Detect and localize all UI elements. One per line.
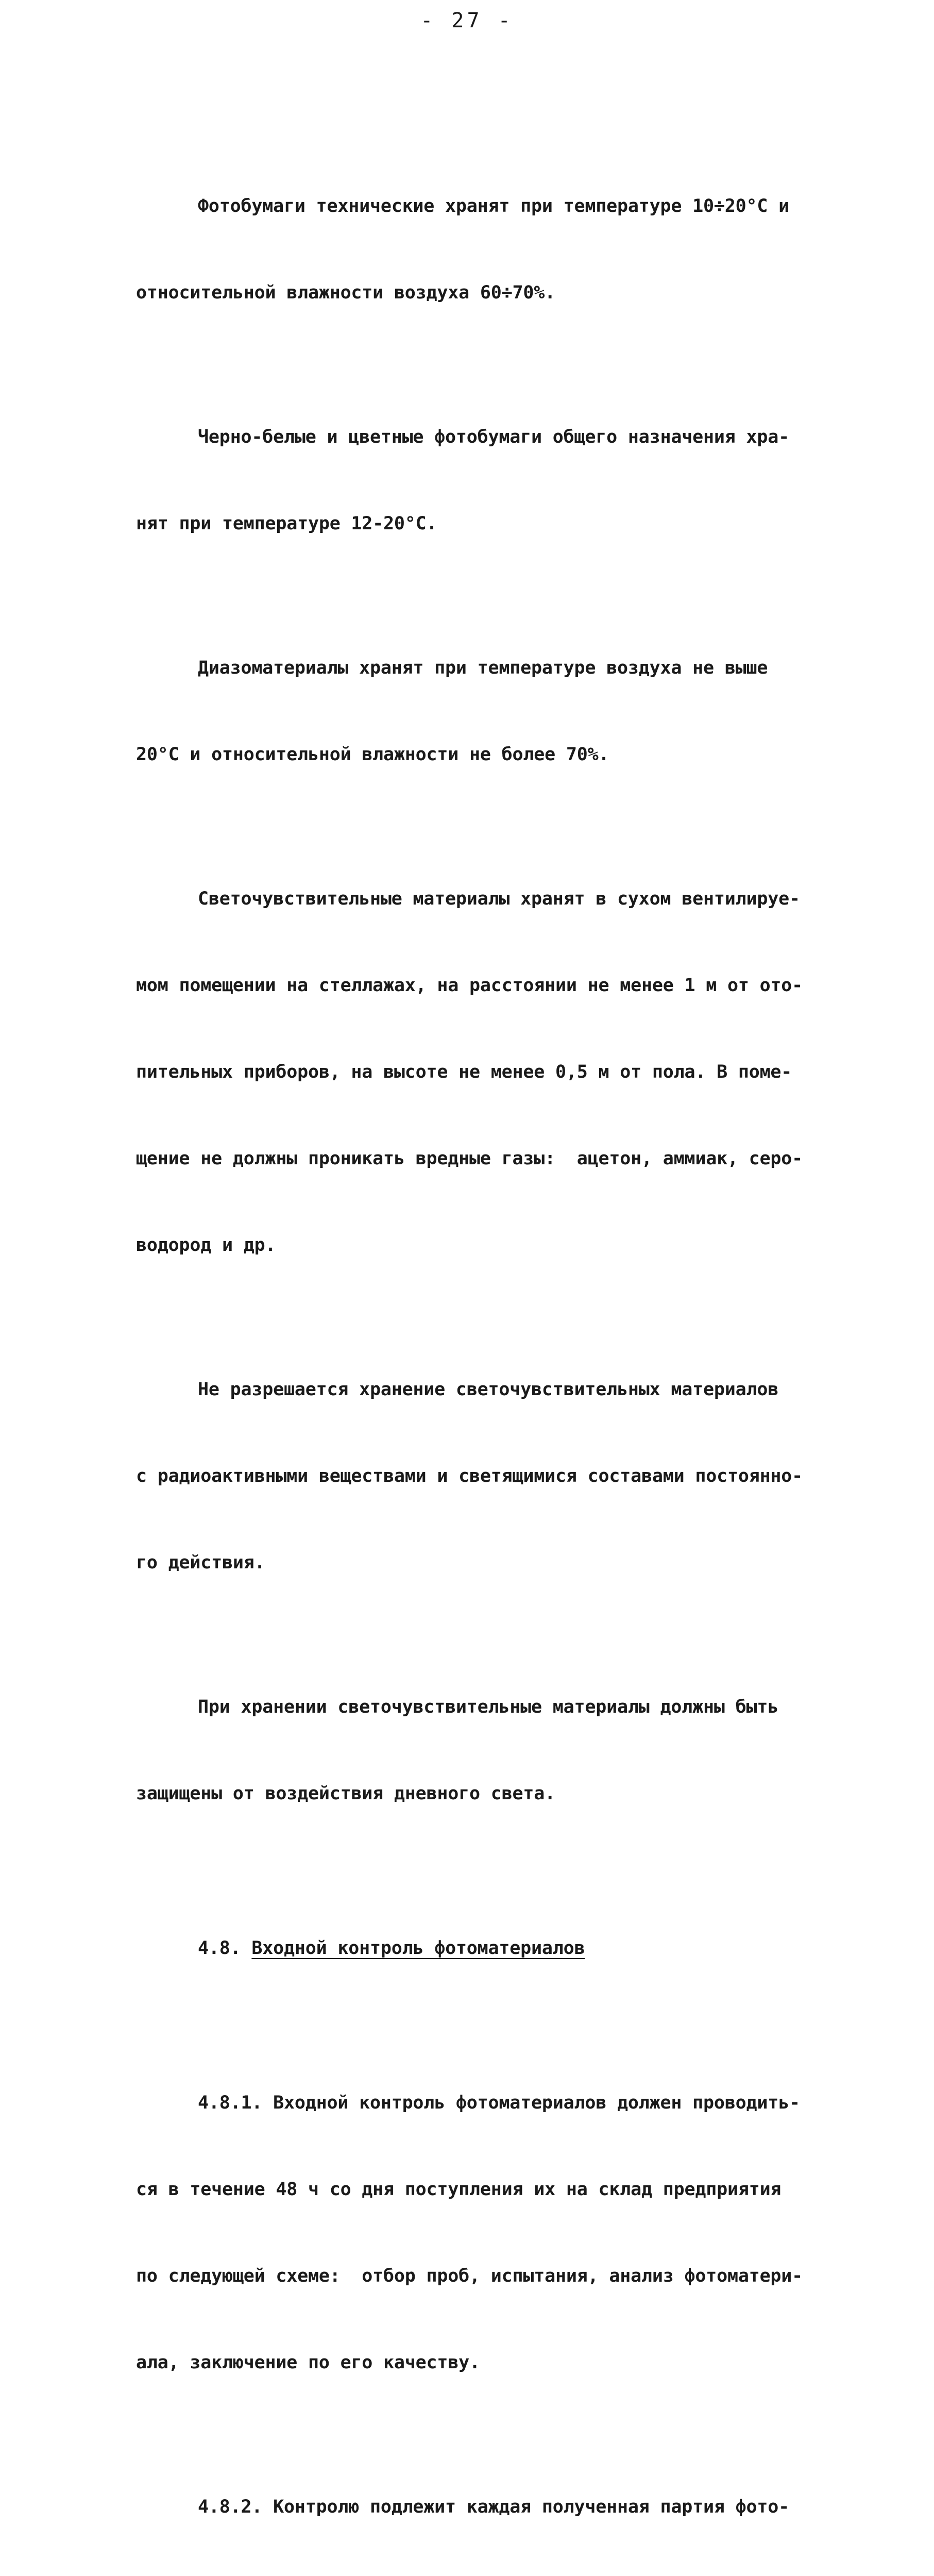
paragraph-3-line-2: 20°С и относительной влажности не более 70%.: [136, 744, 609, 765]
clause-481-line-3: по следующей схеме: отбор проб, испытания, анализ фотоматери-: [136, 2266, 803, 2286]
document-body: [136, 76, 868, 2576]
page-number: - 27 -: [420, 9, 514, 32]
paragraph-2-line-1: Черно-белые и цветные фотобумаги общего назначения хра-: [198, 427, 789, 447]
section-title: Входной контроль фотоматериалов: [251, 1938, 585, 1959]
section-number: 4.8.: [198, 1938, 241, 1959]
clause-481-line-1: 4.8.1. Входной контроль фотоматериалов должен проводить-: [198, 2093, 800, 2113]
paragraph-4-line-2: мом помещении на стеллажах, на расстоянии не менее 1 м от ото-: [136, 975, 803, 996]
paragraph-5-line-2: с радиоактивными веществами и светящимися составами постоянно-: [136, 1466, 803, 1486]
paragraph-5-line-1: Не разрешается хранение светочувствительных материалов: [198, 1379, 779, 1400]
clause-481-line-2: ся в течение 48 ч со дня поступления их на склад предприятия: [136, 2179, 782, 2200]
paragraph-1-line-2: относительной влажности воздуха 60÷70%.: [136, 282, 555, 303]
section-heading: [136, 1934, 868, 1963]
clause-482-line-1: 4.8.2. Контролю подлежит каждая полученная партия фото-: [198, 2497, 789, 2517]
paragraph-4-line-4: щение не должны проникать вредные газы: ацетон, аммиак, серо-: [136, 1148, 803, 1169]
paragraph-1-line-1: Фотобумаги технические хранят при температуре 10÷20°С и: [198, 196, 789, 216]
paragraph-4-line-3: пительных приборов, на высоте не менее 0,5 м от пола. В поме-: [136, 1062, 792, 1082]
paragraph-6-line-2: защищены от воздействия дневного света.: [136, 1783, 555, 1804]
paragraph-2-line-2: нят при температуре 12-20°С.: [136, 513, 437, 534]
paragraph-4-line-5: водород и др.: [136, 1235, 276, 1256]
clause-481-line-4: ала, заключение по его качеству.: [136, 2352, 480, 2373]
paragraph-3-line-1: Диазоматериалы хранят при температуре воздуха не выше: [198, 658, 768, 678]
paragraph-4-line-1: Светочувствительные материалы хранят в сухом вентилируе-: [198, 889, 800, 909]
paragraph-5-line-3: го действия.: [136, 1552, 265, 1573]
paragraph-6-line-1: При хранении светочувствительные материалы должны быть: [198, 1697, 779, 1717]
